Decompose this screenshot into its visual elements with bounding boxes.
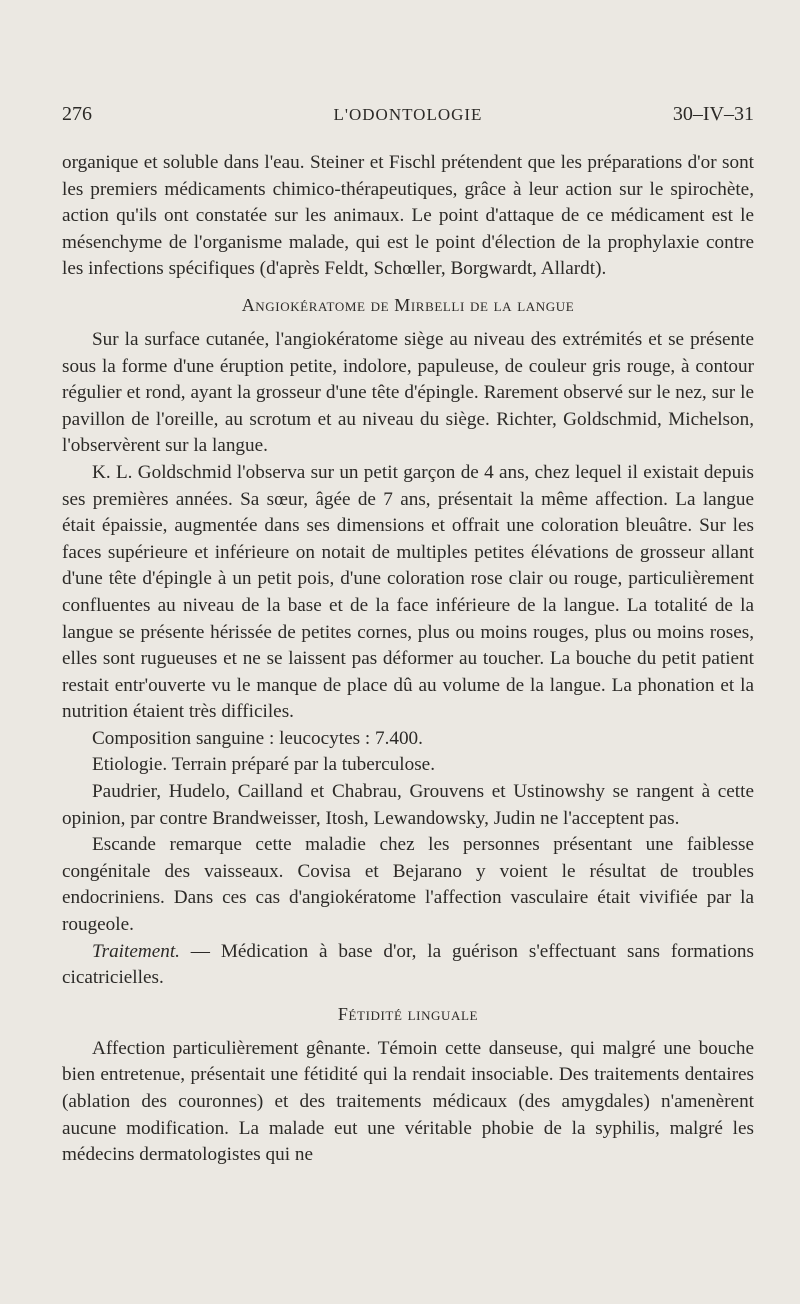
traitement-text: — Médication à base d'or, la guérison s'effectuant sans formations cicatricielles. (62, 940, 754, 989)
paragraph: Sur la surface cutanée, l'angiokératome siège au niveau des extrémités et se présente sous la forme d'une éruption petite, indolore, papuleuse, de couleur gris rouge, à contour régulier et rond, ayant la grosseur d'une tête d'épingle. Rarement observé sur le nez, sur le pavillon de l'oreille, au scrotum et au niveau du siège. Richter, Goldschmid, Michelson, l'observèrent sur la langue. (62, 328, 754, 457)
section-heading-fetidite: Fétidité linguale (337, 1003, 479, 1024)
paragraph: Composition sanguine : leucocytes : 7.400. (92, 727, 423, 749)
paragraph: Escande remarque cette maladie chez les personnes présentant une faiblesse congénitale des vaisseaux. Covisa et Bejarano y voient le résultat de troubles endocriniens. Dans ces cas d'angiokératome l'affection vasculaire était vivifiée par la rougeole. (62, 834, 754, 936)
page-header (62, 103, 754, 133)
issue-date: 30–IV–31 (672, 103, 754, 125)
paragraph: Affection particulièrement gênante. Témoin cette danseuse, qui malgré une bouche bien entretenue, présentait une fétidité qui la rendait insociable. Des traitements dentaires (ablation des couronnes) et des traitements médicaux (des amygdales) n'amenèrent aucune modification. La malade eut une véritable phobie de la syphilis, malgré les médecins dermatologistes qui ne (62, 1037, 754, 1166)
traitement-label: Traitement. (92, 940, 180, 962)
paragraph: Paudrier, Hudelo, Cailland et Chabrau, Grouvens et Ustinowshy se rangent à cette opinion, par contre Brandweisser, Itosh, Lewandowsky, Judin ne l'acceptent pas. (62, 781, 754, 829)
paragraph-traitement (62, 939, 754, 992)
paragraph: K. L. Goldschmid l'observa sur un petit garçon de 4 ans, chez lequel il existait depuis ses premières années. Sa sœur, âgée de 7 ans, présentait la même affection. La langue était épaissie, augmentée dans ses dimensions et offrait une coloration bleuâtre. Sur les faces supérieure et inférieure on notait de multiples petites élévations de grosseur allant d'une tête d'épingle à un petit pois, d'une coloration rose clair ou rouge, particulièrement confluentes au niveau de la base et de la face inférieure de la langue. La totalité de la langue se présente hérissée de petites cornes, plus ou moins rouges, plus ou moins roses, elles sont rugueuses et ne se laissent pas déformer au toucher. La bouche du petit patient restait entr'ouverte vu le manque de place dû au volume de la langue. La phonation et la nutrition étaient très difficiles. (62, 461, 754, 723)
running-title: L'ODONTOLOGIE (333, 105, 483, 124)
continued-paragraph: organique et soluble dans l'eau. Steiner et Fischl prétendent que les préparations d'or sont les premiers médicaments chimico-thérapeutiques, grâce à leur action sur le spirochète, action qu'ils ont constatée sur les animaux. Le point d'attaque de ce médicament est le mésenchyme de l'organisme malade, qui est le point d'élection de la prophylaxie contre les infections spécifiques (d'après Feldt, Schœller, Borgwardt, Allardt). (62, 152, 754, 280)
paragraph: Etiologie. Terrain préparé par la tuberculose. (92, 754, 435, 776)
page-body (62, 150, 754, 1169)
page-number: 276 (62, 103, 92, 125)
section-heading-angiokeratome: Angiokératome de Mirbelli de la langue (241, 294, 575, 315)
